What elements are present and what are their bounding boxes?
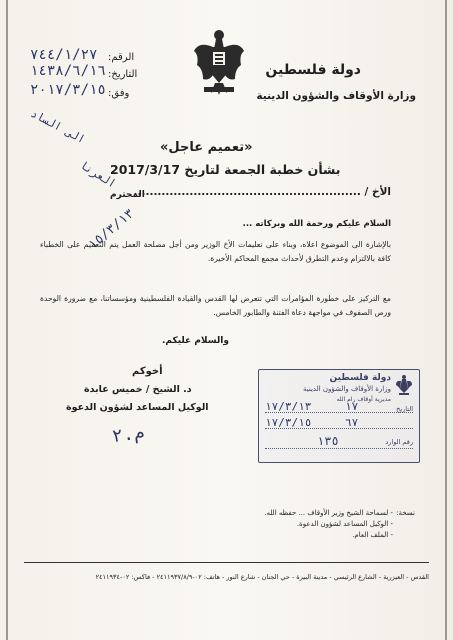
- stamp-ref-value: ١٧: [345, 400, 359, 413]
- copies-label: نسخة:: [396, 509, 415, 517]
- footer-rule: [24, 562, 429, 563]
- stamp-incoming-label: رقم الوارد: [385, 438, 413, 446]
- copies-item: - الملف العام.: [352, 531, 393, 539]
- right-border: [445, 0, 447, 640]
- paragraph-2: مع التركيز على خطورة المؤامرات التي تتعرض لها القدس والقيادة الفلسطينية ومؤسساتنا، مع ضرورة الوحدة ورص الصفوف في مواجهة دعاة الفتنة والطابور الخامس.: [40, 294, 391, 317]
- circular-subject: بشأن خطبة الجمعة لتاريخ 2017/3/17: [110, 162, 341, 177]
- paragraph-1: بالإشارة الى الموضوع اعلاه، وبناء على تعليمات الأخ الوزير ومن أجل مصلحة العمل يتم التعميم على الخطباء كافة بالالتزام وعدم التطرق لأحداث مجمع المحاكم الأخيرة.: [40, 240, 391, 263]
- signature-name: د. الشيخ / خميس عابدة: [84, 384, 192, 395]
- signature-title: الوكيل المساعد لشؤون الدعوة: [66, 402, 209, 413]
- copies-item: - لسماحة الشيخ وزير الأوقاف ... حفظه الله.: [264, 509, 393, 517]
- stamp-eagle-icon: [395, 374, 413, 396]
- stamp-date-value: ١٧/٣/١٣: [265, 400, 312, 413]
- date-greg-label: وفق:: [108, 88, 130, 99]
- footer-address: القدس - العيزرية - الشارع الرئيسي - مدينة البيرة - حي الجنان - شارع النور - هاتف: ٠٢-٢٤١١٩٣٧/٨/٩ - فاكس: ٠٢-٢٤١١٩٣٤: [95, 573, 429, 581]
- incoming-stamp: [258, 369, 420, 463]
- date-hijri-value: ١٤٣٨/٦/١٦: [30, 63, 106, 79]
- date-greg-value: ٢٠١٧/٣/١٥: [30, 82, 106, 98]
- left-border: [6, 0, 8, 640]
- stamp-incoming-value: ١٣٥: [317, 434, 339, 448]
- ref-label: الرقم:: [108, 52, 135, 63]
- margin-note-b: العرنا: [77, 158, 119, 191]
- margin-note-a: الى الساد: [28, 106, 88, 147]
- greeting: السلام عليكم ورحمة الله وبركاته ...: [242, 219, 391, 229]
- palestine-eagle-emblem: [191, 25, 247, 99]
- signature-salutation: أخوكم: [132, 366, 163, 377]
- state-name: دولة فلسطين: [265, 62, 361, 78]
- circular-title: «تعميم عاجل»: [160, 140, 253, 155]
- stamp-date-label: التاريخ: [396, 405, 413, 413]
- handwritten-signature: م.٢: [110, 421, 146, 448]
- stamp-ref-value-2: ٦٧: [345, 416, 359, 429]
- margin-note-c: ١٥/٣/١٣: [85, 206, 138, 253]
- addressee-line: الأخ / .........................................................: [133, 186, 391, 198]
- stamp-state: دولة فلسطين: [329, 373, 391, 383]
- date-hijri-label: التاريخ:: [108, 69, 138, 80]
- honorific: المحترم: [110, 190, 145, 200]
- ministry-name: وزارة الأوقاف والشؤون الدينية: [256, 90, 416, 102]
- ref-value: ٧٤٤/١/٢٧: [30, 47, 98, 63]
- stamp-office: مديرية أوقاف رام الله: [336, 396, 391, 403]
- stamp-date-value-2: ١٧/٣/١٥: [265, 416, 312, 429]
- stamp-ministry: وزارة الأوقاف والشؤون الدينية: [303, 385, 391, 393]
- copies-item: - الوكيل المساعد لشؤون الدعوة.: [296, 520, 393, 528]
- closing: والسلام عليكم.: [162, 336, 229, 346]
